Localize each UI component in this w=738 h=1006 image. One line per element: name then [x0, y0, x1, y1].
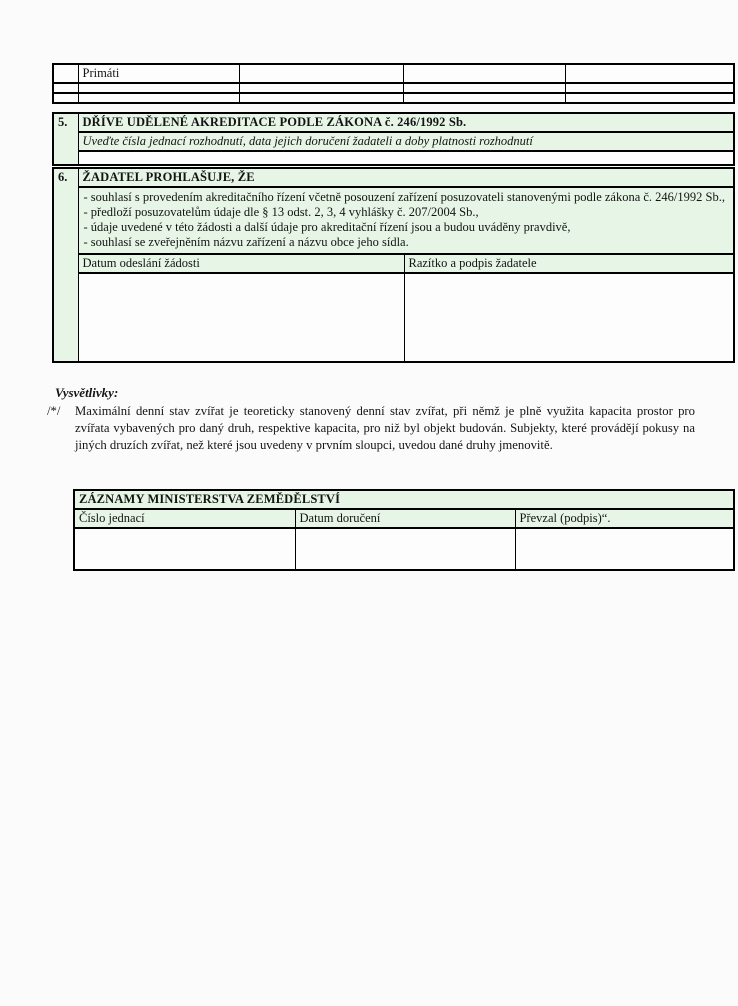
- species-value-cell: [565, 93, 734, 103]
- species-value-cell: [239, 64, 403, 83]
- species-value-cell: [403, 93, 565, 103]
- species-name-cell: [78, 93, 239, 103]
- declaration-item: - údaje uvedené v této žádosti a další údaje pro akreditační řízení jsou a budou uváděny pravdivě,: [83, 220, 571, 234]
- section5-entry-cell: [78, 151, 734, 165]
- ministry-table-title: ZÁZNAMY MINISTERSTVA ZEMĚDĚLSTVÍ: [74, 490, 734, 509]
- section6-title: ŽADATEL PROHLAŠUJE, ŽE: [78, 168, 734, 187]
- section6-declarations: [78, 187, 734, 254]
- date-sent-header: Datum odeslání žádosti: [78, 254, 404, 273]
- notes-text: Maximální denní stav zvířat je teoreticky stanovený denní stav zvířat, při němž je plně využita kapacita prostor pro zvířata vybavených pro daný druh, respektive kapacita, pro niž byl objekt budován. Subjekty, které provádějí pokusy na jiných druzích zvířat, než které jsou uvedeny v prvním sloupci, uvedou dané druhy jmenovitě.: [75, 404, 695, 452]
- row-number-cell: [53, 93, 78, 103]
- row-number-cell: [53, 64, 78, 83]
- section5-table: [52, 112, 735, 166]
- notes-body: [45, 403, 695, 453]
- declaration-item: - souhlasí se zveřejněním názvu zařízení a názvu obce jeho sídla.: [83, 235, 409, 249]
- species-value-cell: [403, 83, 565, 93]
- delivery-date-entry-cell: [295, 528, 515, 570]
- species-value-cell: [565, 64, 734, 83]
- section5-instruction: Uveďte čísla jednací rozhodnutí, data jejich doručení žadateli a doby platnosti rozhodnutí: [78, 132, 734, 151]
- received-by-header: Převzal (podpis)“.: [515, 509, 734, 528]
- notes-heading: Vysvětlivky:: [55, 385, 119, 400]
- species-name-cell: [78, 83, 239, 93]
- section5-number: 5.: [53, 113, 78, 165]
- declaration-item: - souhlasí s provedením akreditačního řízení včetně posouzení zařízení posuzovateli stanovenými podle zákona č. 246/1992 Sb.,: [83, 190, 725, 204]
- explanatory-notes: [45, 385, 695, 453]
- file-number-entry-cell: [74, 528, 295, 570]
- section5-title: DŘÍVE UDĚLENÉ AKREDITACE PODLE ZÁKONA č. 246/1992 Sb.: [78, 113, 734, 132]
- row-number-cell: [53, 83, 78, 93]
- species-name-cell: Primáti: [78, 64, 239, 83]
- ministry-records-table: [73, 489, 735, 571]
- received-by-entry-cell: [515, 528, 734, 570]
- file-number-header: Číslo jednací: [74, 509, 295, 528]
- stamp-signature-header: Razítko a podpis žadatele: [404, 254, 734, 273]
- date-sent-entry-cell: [78, 273, 404, 362]
- species-value-cell: [403, 64, 565, 83]
- notes-marker: /*/: [47, 404, 61, 418]
- declaration-item: - předloží posuzovatelům údaje dle § 13 odst. 2, 3, 4 vyhlášky č. 207/2004 Sb.,: [83, 205, 479, 219]
- section6-table: [52, 167, 735, 363]
- delivery-date-header: Datum doručení: [295, 509, 515, 528]
- species-table: [52, 63, 735, 104]
- species-value-cell: [565, 83, 734, 93]
- species-value-cell: [239, 83, 403, 93]
- section6-number: 6.: [53, 168, 78, 362]
- species-value-cell: [239, 93, 403, 103]
- stamp-signature-entry-cell: [404, 273, 734, 362]
